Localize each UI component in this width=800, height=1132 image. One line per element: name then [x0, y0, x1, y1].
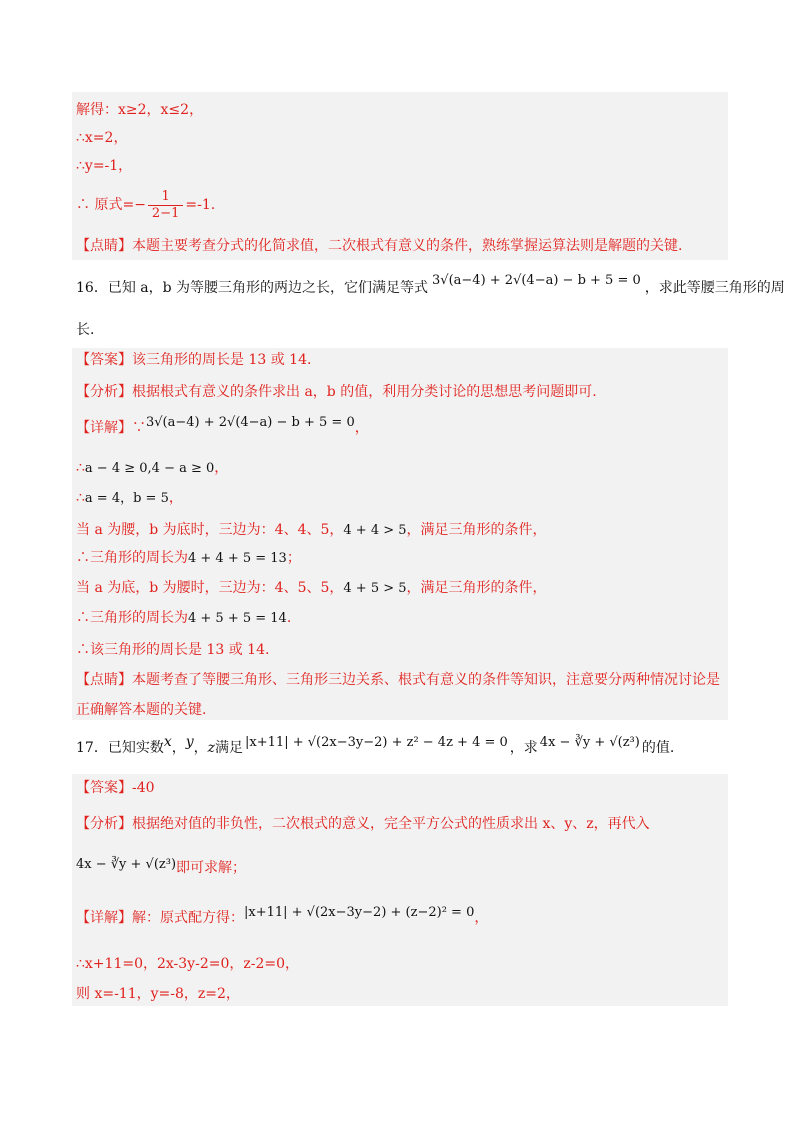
solution-block-17	[72, 774, 728, 1006]
numerator: 1	[148, 189, 183, 206]
analysis-line	[76, 382, 597, 402]
dianjing-line-2: 正确解答本题的关键.	[76, 702, 207, 718]
answer-label: 【答案】	[76, 780, 132, 796]
values: a = 4，b = 5	[84, 491, 169, 506]
dianjing-label: 【点睛】	[76, 672, 132, 688]
answer-line	[76, 778, 155, 798]
question-text: ，求	[509, 740, 538, 756]
answer-line	[76, 350, 311, 370]
detail-line	[76, 415, 369, 439]
suffix: .	[286, 610, 292, 626]
detail-text: 解：原式配方得：	[132, 910, 244, 926]
minus: −	[134, 197, 146, 213]
solution-block-16	[72, 348, 728, 720]
question-text: ，求此等腰三角形的周	[644, 280, 785, 296]
analysis-label: 【分析】	[76, 816, 132, 832]
case-text: 当 a 为腰，b 为底时，三边为：4、4、5，	[76, 522, 344, 538]
suffix: ，满足三角形的条件，	[406, 522, 547, 538]
analysis-tail: 即可求解；	[176, 860, 247, 876]
analysis-text: 根据绝对值的非负性，二次根式的意义，完全平方公式的性质求出 x、y、z，再代入	[132, 816, 650, 832]
answer-text: -40	[132, 780, 155, 796]
question-text: 满足	[215, 740, 244, 756]
case-text: 当 a 为底，b 为腰时，三边为：4、5、5，	[76, 580, 344, 596]
question-equation: 3√(a−4) + 2√(4−a) − b + 5 = 0	[432, 273, 641, 288]
solution-line	[76, 458, 228, 479]
solution-line	[76, 488, 183, 509]
solution-block-15	[72, 92, 728, 260]
solution-line: 则 x=-11，y=-8，z=2，	[76, 986, 240, 1002]
var-z: z	[207, 740, 216, 756]
sep: ，	[193, 740, 208, 756]
question-equation: |x+11| + √(2x−3y−2) + z² − 4z + 4 = 0	[245, 735, 508, 750]
suffix: ，满足三角形的条件，	[406, 580, 547, 596]
suffix: ，	[214, 460, 229, 476]
solution-line: ∴x+11=0，2x-3y-2=0，z-2=0，	[76, 956, 300, 972]
dianjing-label: 【点睛】	[76, 238, 132, 254]
analysis-equation: 4x − ∛y + √(z³)	[76, 857, 177, 872]
dianjing-line	[76, 236, 682, 256]
comma: ，	[354, 420, 369, 436]
answer-text: 该三角形的周长是 13 或 14.	[132, 352, 312, 368]
prefix: ∴	[76, 490, 85, 506]
solution-line	[76, 608, 291, 629]
prefix: ∴	[76, 460, 85, 476]
detail-label: 【详解】	[76, 910, 132, 926]
detail-equation: 3√(a−4) + 2√(4−a) − b + 5 = 0	[146, 415, 355, 430]
solution-line	[76, 578, 547, 599]
perimeter-eq: 4 + 4 + 5 = 13	[188, 551, 287, 566]
because: ∵	[132, 420, 146, 436]
detail-label: 【详解】	[76, 420, 132, 436]
prefix: ∴三角形的周长为	[76, 550, 188, 566]
analysis-text: 根据根式有意义的条件求出 a，b 的值，利用分类讨论的思想思考问题即可.	[132, 384, 597, 400]
conclusion-line: ∴该三角形的周长是 13 或 14.	[76, 642, 270, 658]
suffix: =-1.	[185, 197, 216, 213]
question-16	[76, 273, 785, 299]
question-17	[76, 734, 675, 759]
var-x: x	[163, 734, 172, 750]
denominator: 2−1	[151, 205, 180, 221]
inequality: a − 4 ≥ 0,4 − a ≥ 0	[84, 461, 215, 476]
question-text: 16．已知 a，b 为等腰三角形的两边之长，它们满足等式	[76, 280, 429, 296]
question-text: 的值.	[641, 740, 675, 756]
prefix: ∴ 原式=	[76, 197, 135, 213]
fraction	[148, 189, 183, 222]
solution-line: ∴y=-1，	[76, 158, 133, 174]
target-expression: 4x − ∛y + √(z³)	[539, 735, 640, 750]
comma: ，	[474, 910, 489, 926]
solution-line-fraction	[76, 188, 215, 222]
solution-line	[76, 548, 301, 569]
detail-equation: |x+11| + √(2x−3y−2) + (z−2)² = 0	[244, 905, 475, 920]
analysis-line	[76, 814, 650, 834]
suffix: ；	[286, 550, 301, 566]
question-16-cont: 长.	[76, 322, 95, 338]
analysis-line-2	[76, 858, 246, 879]
dianjing-text: 本题考查了等腰三角形、三角形三边关系、根式有意义的条件等知识，注意要分两种情况讨论是	[132, 672, 720, 688]
var-y: y	[185, 734, 194, 750]
inequality: 4 + 4 > 5	[343, 523, 407, 538]
inequality: 4 + 5 > 5	[343, 581, 407, 596]
dianjing-text: 本题主要考查分式的化简求值，二次根式有意义的条件，熟练掌握运算法则是解题的关键.	[132, 238, 683, 254]
answer-label: 【答案】	[76, 352, 132, 368]
solution-line: 解得：x≥2，x≤2，	[76, 102, 204, 118]
sep: ，	[171, 740, 186, 756]
question-text: 17．已知实数	[76, 740, 164, 756]
solution-line	[76, 520, 547, 541]
suffix: ，	[168, 490, 183, 506]
detail-line	[76, 905, 489, 929]
prefix: ∴三角形的周长为	[76, 610, 188, 626]
analysis-label: 【分析】	[76, 384, 132, 400]
solution-line: ∴x=2，	[76, 130, 128, 146]
dianjing-line	[76, 670, 720, 690]
perimeter-eq: 4 + 5 + 5 = 14	[188, 611, 287, 626]
